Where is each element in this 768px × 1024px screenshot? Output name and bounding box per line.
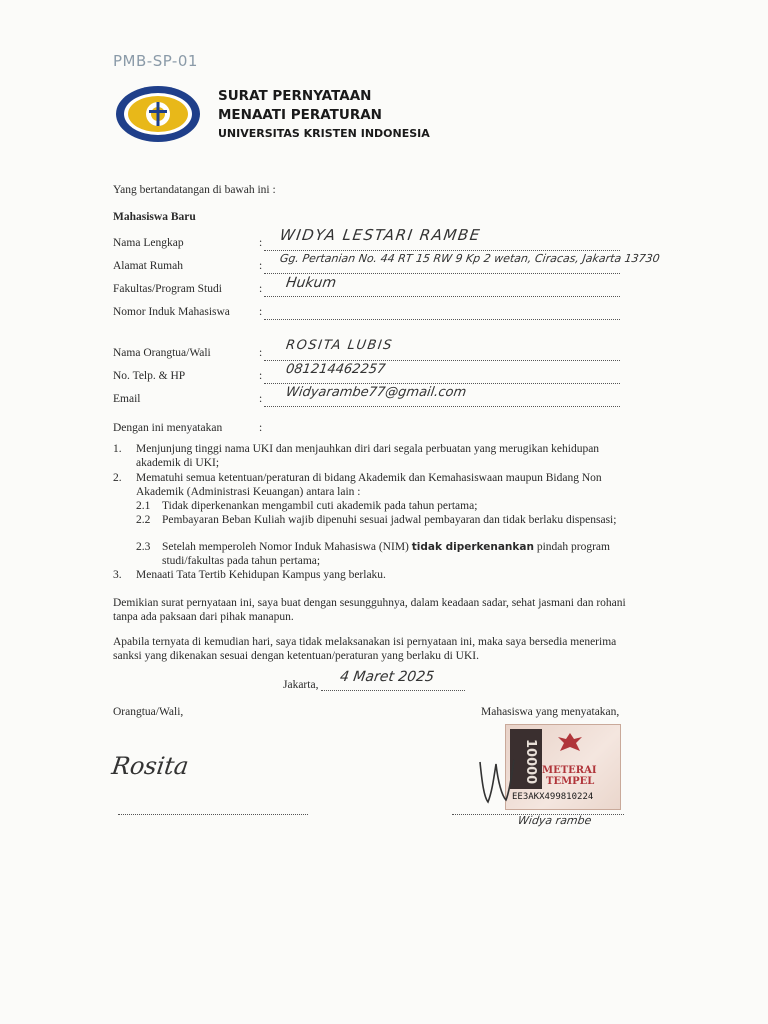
dotted-line: [264, 296, 620, 297]
stamp-text-1: METERAI: [542, 765, 597, 776]
closing-paragraph-2: Apabila ternyata di kemudian hari, saya tidak melaksanakan isi pernyataan ini, maka saya bersedia menerima sanksi yang dikenakan sesuai dengan ketentuan/peraturan yang berlaku di UKI.: [113, 636, 617, 662]
item-text: Menaati Tata Tertib Kehidupan Kampus yang berlaku.: [136, 569, 386, 581]
dotted-line: [264, 250, 620, 251]
dotted-line: [264, 360, 620, 361]
university-name: UNIVERSITAS KRISTEN INDONESIA: [218, 127, 430, 140]
place-label: Jakarta,: [283, 679, 319, 691]
value-alamat-rumah: Gg. Pertanian No. 44 RT 15 RW 9 Kp 2 wetan, Ciracas, Jakarta 13730: [279, 252, 661, 265]
colon: :: [259, 306, 263, 318]
item-text: Menjunjung tinggi nama UKI dan menjauhkan diri dari segala perbuatan yang merugikan kehidupan akademik di UKI;: [136, 443, 600, 469]
colon: :: [259, 260, 263, 272]
stamp-serial: EE3AKX499810224: [512, 792, 594, 802]
subitem-text-before: Setelah memperoleh Nomor Induk Mahasiswa (NIM): [162, 541, 409, 553]
colon: :: [259, 347, 263, 359]
value-fakultas: Hukum: [284, 275, 338, 291]
value-email: Widyarambe77@gmail.com: [284, 385, 468, 400]
stamp-text-2: TEMPEL: [546, 776, 595, 787]
colon: :: [259, 393, 263, 405]
value-telp: 081214462257: [284, 362, 387, 377]
label-alamat-rumah: Alamat Rumah: [113, 260, 183, 272]
signature-line-left: [118, 814, 308, 815]
value-nama-lengkap: WIDYA LESTARI RAMBE: [278, 226, 483, 244]
dotted-line: [321, 690, 465, 691]
date-handwritten: 4 Maret 2025: [338, 669, 436, 685]
subitem-text: Tidak diperkenankan mengambil cuti akademik pada tahun pertama;: [162, 500, 478, 512]
item-text: Mematuhi semua ketentuan/peraturan di bidang Akademik dan Kemahasiswaan maupun Bidang Non Akademik (Administrasi Keuangan) antara lain :: [136, 472, 602, 498]
dotted-line: [264, 406, 620, 407]
stamp-amount: 10000: [523, 739, 538, 785]
section-student: Mahasiswa Baru: [113, 211, 196, 223]
subitem-number: 2.2: [136, 514, 151, 526]
sign-left-handwriting: Rosita: [110, 752, 191, 780]
subitem-text: [162, 541, 622, 568]
dotted-line: [264, 319, 620, 320]
colon: :: [259, 422, 263, 434]
subitem-number: 2.1: [136, 500, 151, 512]
colon: :: [259, 370, 263, 382]
sign-right-name-handwriting: Widya rambe: [517, 814, 593, 827]
label-nama-lengkap: Nama Lengkap: [113, 237, 184, 249]
sign-left-label: Orangtua/Wali,: [113, 706, 184, 718]
value-orangtua: ROSITA LUBIS: [284, 338, 394, 353]
label-telp: No. Telp. & HP: [113, 370, 186, 382]
intro-text: Yang bertandatangan di bawah ini :: [113, 184, 276, 196]
subitem-text-bold: tidak diperkenankan: [411, 541, 534, 553]
item-number: 3.: [113, 569, 122, 581]
title-line1: SURAT PERNYATAAN: [218, 88, 372, 104]
signature-right-scribble: [474, 752, 524, 812]
item-number: 2.: [113, 472, 122, 484]
label-fakultas: Fakultas/Program Studi: [113, 283, 222, 295]
university-logo: [114, 84, 202, 144]
title-line2: MENAATI PERATURAN: [218, 107, 382, 123]
colon: :: [259, 237, 263, 249]
subitem-text-after: pindah program studi/fakultas pada tahun pertama;: [162, 541, 610, 567]
closing-paragraph-1: Demikian surat pernyataan ini, saya buat dengan sesungguhnya, dalam keadaan sadar, sehat jasmani dan rohani tanpa ada paksaan dari pihak manapun.: [113, 597, 626, 623]
label-orangtua: Nama Orangtua/Wali: [113, 347, 211, 359]
item-number: 1.: [113, 443, 122, 455]
dotted-line: [264, 383, 620, 384]
subitem-text: Pembayaran Beban Kuliah wajib dipenuhi sesuai jadwal pembayaran dan tidak berlaku dispensasi;: [162, 514, 617, 526]
statement-intro: Dengan ini menyatakan: [113, 422, 223, 434]
label-email: Email: [113, 393, 141, 405]
form-code: PMB-SP-01: [113, 52, 198, 70]
subitem-number: 2.3: [136, 541, 151, 553]
dotted-line: [264, 273, 620, 274]
sign-right-label: Mahasiswa yang menyatakan,: [481, 706, 620, 718]
label-nim: Nomor Induk Mahasiswa: [113, 306, 230, 318]
garuda-emblem-icon: [556, 731, 584, 755]
colon: :: [259, 283, 263, 295]
